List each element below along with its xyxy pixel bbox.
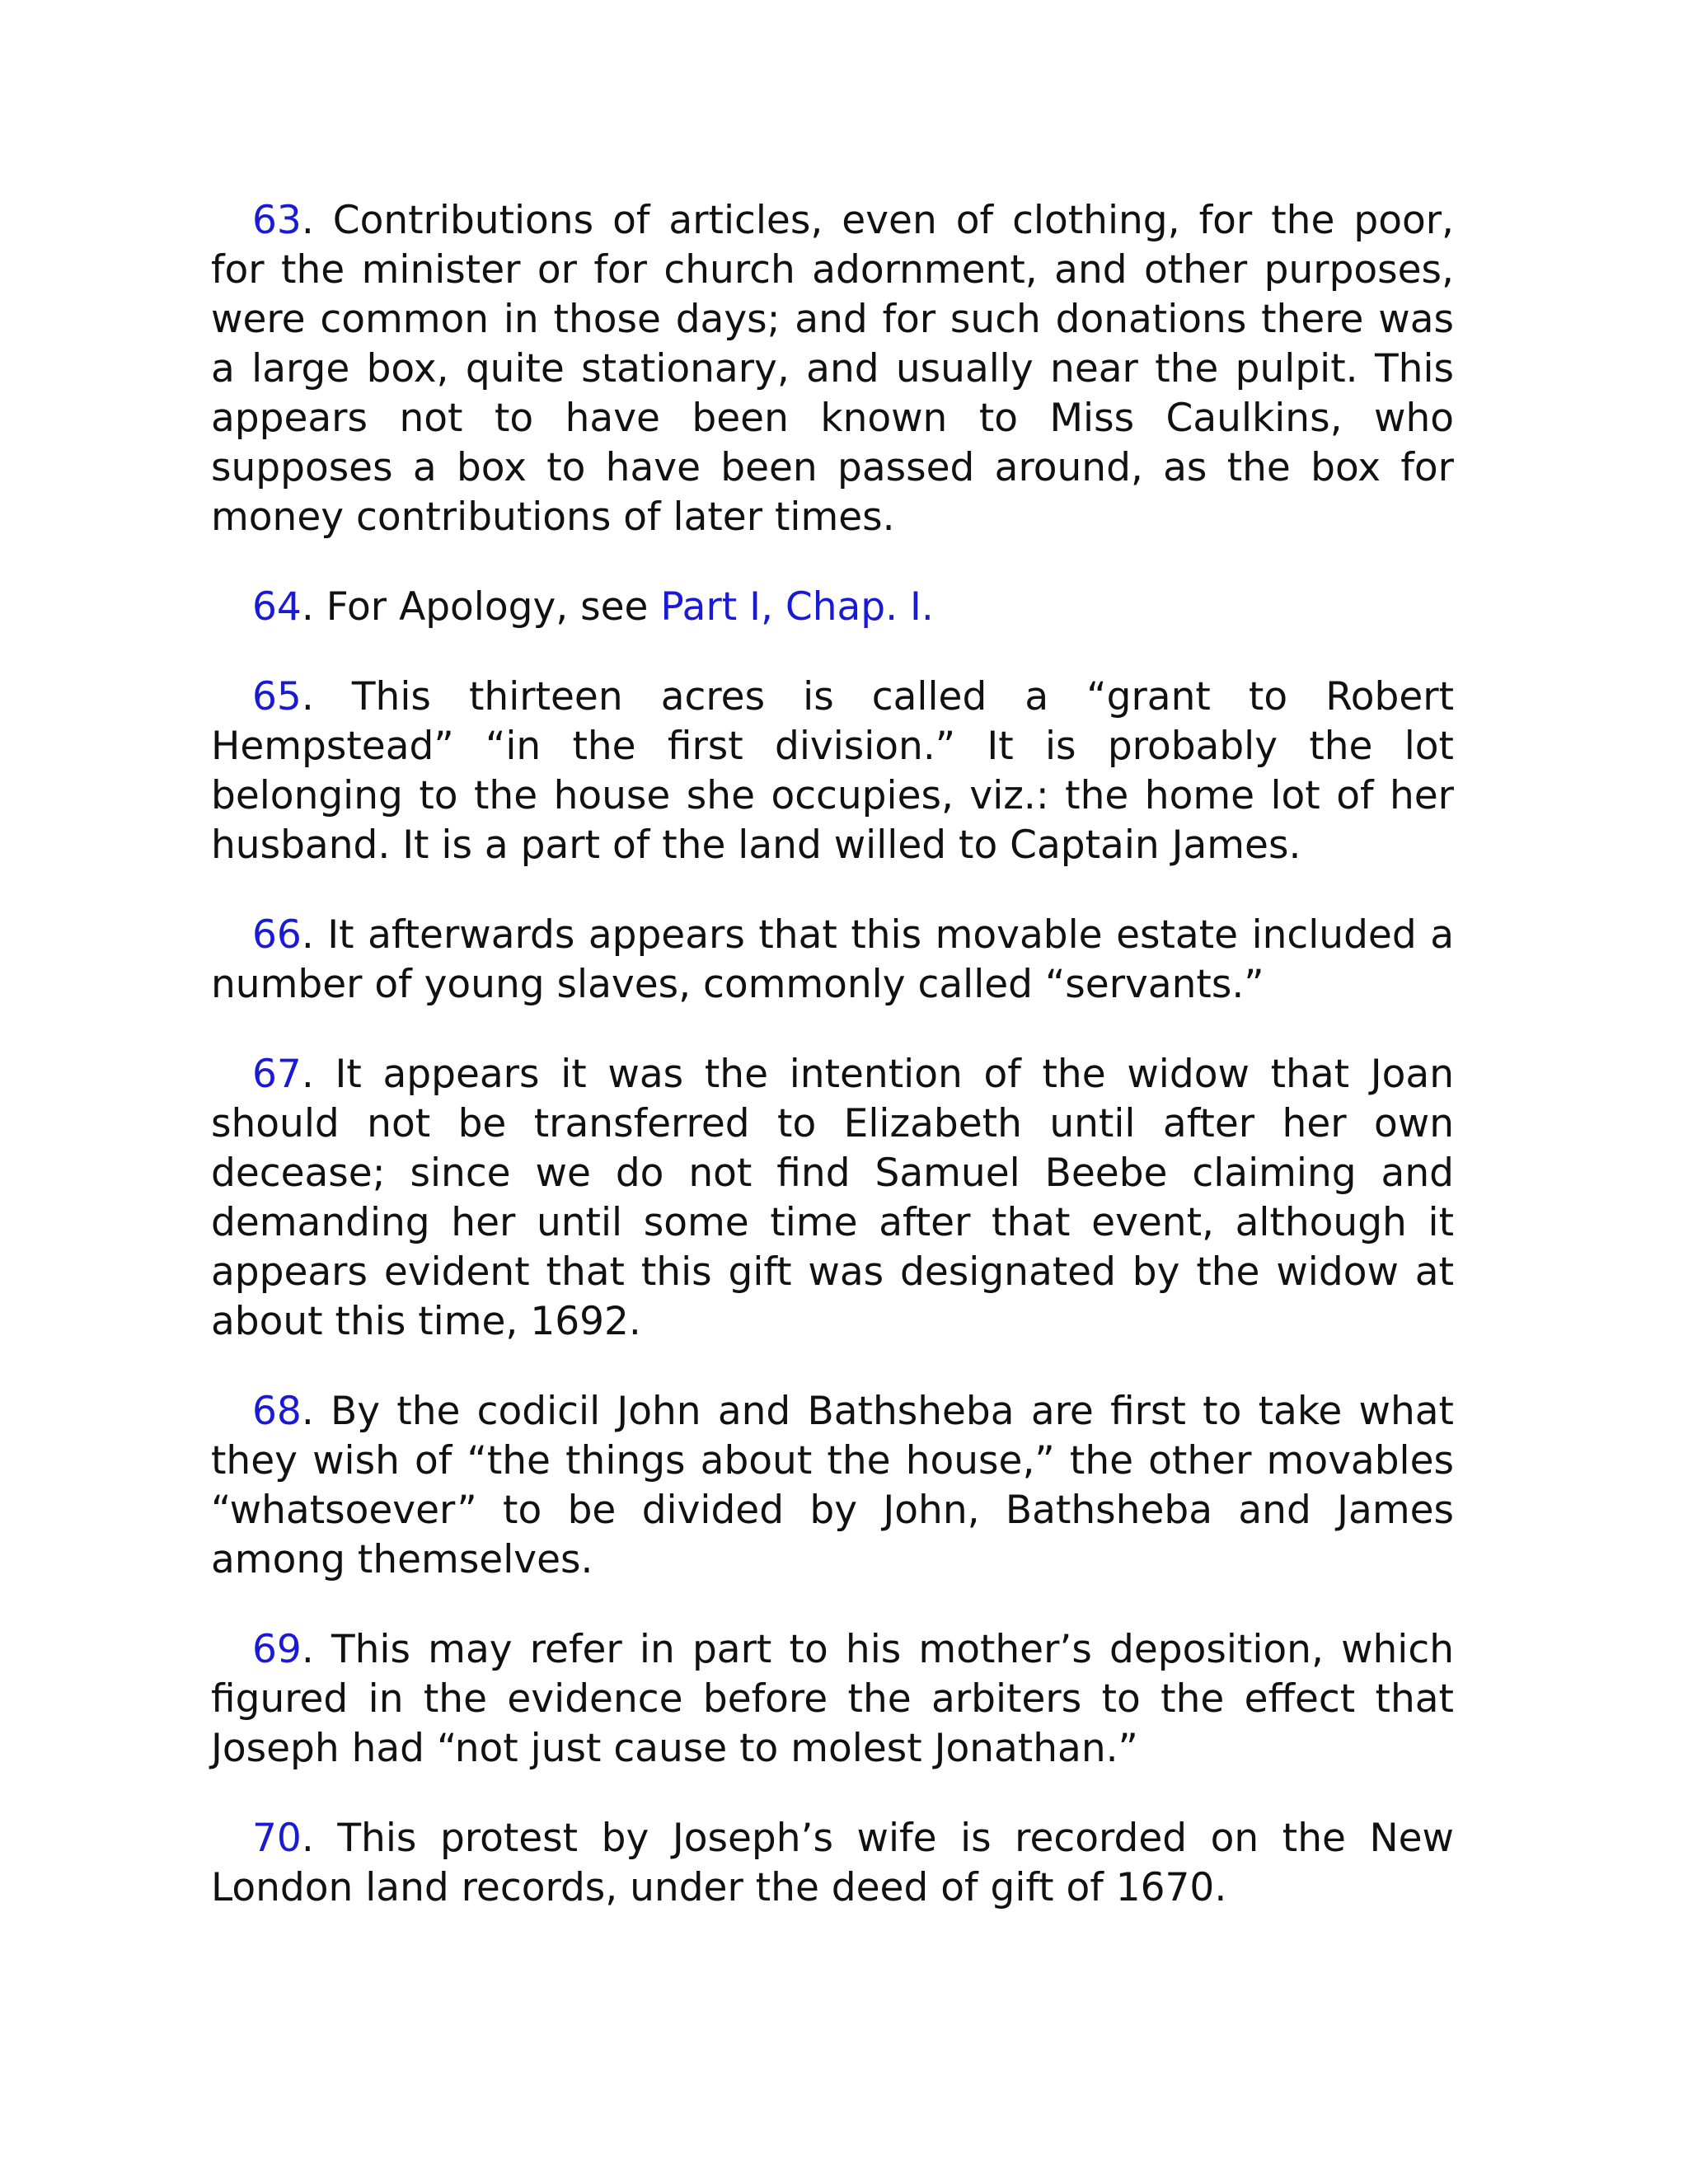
note-text: . This protest by Joseph’s wife is recorded on the New London land records, under the deed of gift of 1670. — [211, 1816, 1454, 1910]
note-63 — [211, 196, 1454, 542]
note-number-link[interactable]: 69 — [252, 1627, 302, 1672]
note-70 — [211, 1814, 1454, 1913]
note-number-link[interactable]: 64 — [252, 584, 302, 630]
note-text: . By the codicil John and Bathsheba are first to take what they wish of “the things about the house,” the other movables “whatsoever” to be divided by John, Bathsheba and James among themselves. — [211, 1389, 1454, 1582]
note-text: . This may refer in part to his mother’s deposition, which figured in the evidence before the arbiters to the effect that Joseph had “not just cause to molest Jonathan.” — [211, 1627, 1454, 1771]
note-number-link[interactable]: 67 — [252, 1052, 302, 1097]
note-text: . For Apology, see — [301, 584, 661, 630]
note-text: . This thirteen acres is called a “grant to Robert Hempstead” “in the first division.” It is probably the lot belonging to the house she occupies, viz.: the home lot of her husband. It is a part of the land willed to Captain James. — [211, 674, 1454, 868]
note-65 — [211, 673, 1454, 870]
note-number-link[interactable]: 65 — [252, 674, 302, 719]
note-69 — [211, 1625, 1454, 1774]
note-number-link[interactable]: 70 — [252, 1816, 302, 1861]
note-text: . Contributions of articles, even of clothing, for the poor, for the minister or for church adornment, and other purposes, were common in those days; and for such donations there was a large box, quite stationary, and usually near the pulpit. This appears not to have been known to Miss Caulkins, who supposes a box to have been passed around, as the box for money contributions of later times. — [211, 198, 1454, 540]
note-number-link[interactable]: 66 — [252, 912, 302, 958]
note-64 — [211, 583, 1454, 632]
note-number-link[interactable]: 63 — [252, 198, 302, 243]
note-text: . It afterwards appears that this movable estate included a number of young slaves, commonly called “servants.” — [211, 912, 1454, 1007]
endnotes-page — [211, 196, 1454, 1953]
note-68 — [211, 1387, 1454, 1585]
note-text: . It appears it was the intention of the widow that Joan should not be transferred to Elizabeth until after her own decease; since we do not find Samuel Beebe claiming and demanding her until some time after that event, although it appears evident that this gift was designated by the widow at about this time, 1692. — [211, 1052, 1454, 1344]
note-67 — [211, 1050, 1454, 1347]
note-66 — [211, 911, 1454, 1010]
note-number-link[interactable]: 68 — [252, 1389, 302, 1434]
part-one-chapter-one-link[interactable]: Part I, Chap. I. — [660, 584, 934, 630]
